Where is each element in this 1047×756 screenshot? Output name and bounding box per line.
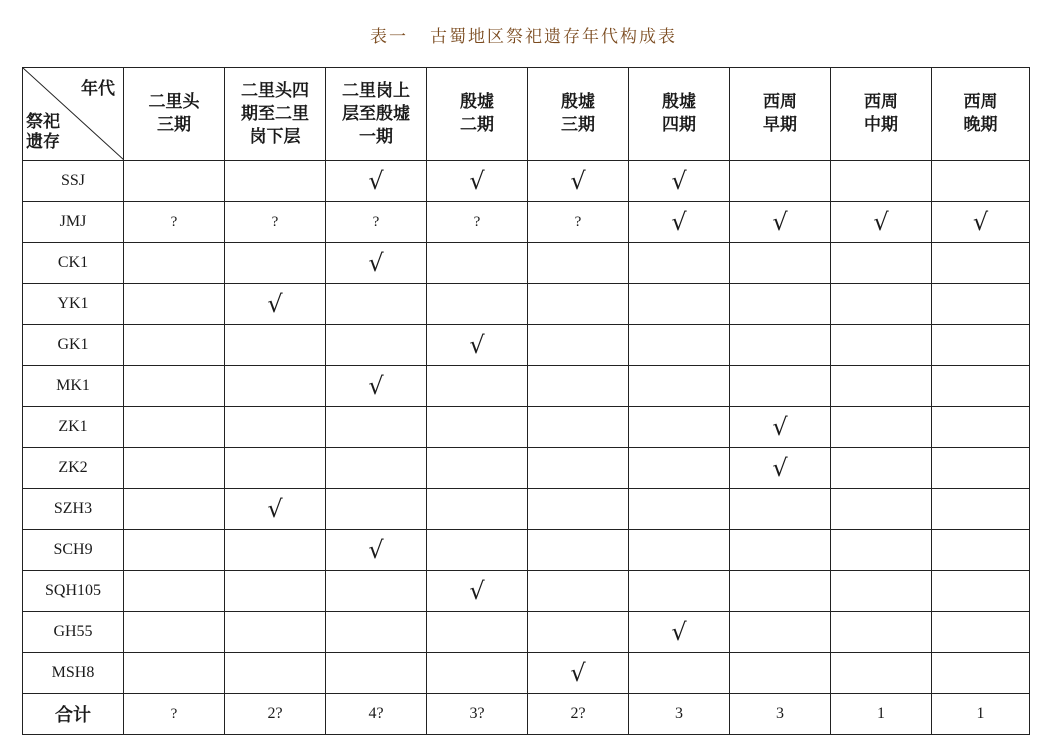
check-mark-cell: √ — [528, 653, 629, 694]
row-label: SZH3 — [23, 489, 124, 530]
table-cell — [427, 366, 528, 407]
column-header-line: 西周 — [963, 92, 998, 112]
column-header-line: 西周 — [864, 92, 898, 112]
table-cell — [225, 653, 326, 694]
table-cell — [831, 407, 932, 448]
table-cell — [629, 571, 730, 612]
table-cell — [326, 284, 427, 325]
column-header-line: 三期 — [157, 115, 191, 135]
check-mark-cell: √ — [831, 202, 932, 243]
table-row — [23, 243, 1030, 284]
table-cell — [831, 489, 932, 530]
table-cell — [629, 653, 730, 694]
table-cell — [528, 489, 629, 530]
table-cell — [629, 448, 730, 489]
table-cell — [831, 530, 932, 571]
table-cell — [528, 612, 629, 653]
total-cell: 4? — [326, 694, 427, 735]
table-row — [23, 448, 1030, 489]
corner-remains-label: 祭祀 遗存 — [26, 112, 60, 152]
corner-header — [23, 68, 124, 161]
column-header — [831, 68, 932, 161]
table-cell — [629, 243, 730, 284]
table-cell — [932, 407, 1030, 448]
column-header — [528, 68, 629, 161]
check-mark-cell: √ — [326, 243, 427, 284]
table-cell — [528, 243, 629, 284]
period-table — [22, 67, 1030, 735]
column-header-line: 晚期 — [963, 115, 998, 135]
table-cell — [124, 448, 225, 489]
check-mark-cell: √ — [629, 161, 730, 202]
table-cell — [629, 530, 730, 571]
table-cell — [427, 284, 528, 325]
table-cell — [932, 284, 1030, 325]
table-cell — [427, 612, 528, 653]
table-cell — [932, 325, 1030, 366]
table-cell — [124, 653, 225, 694]
column-header-line: 殷墟 — [662, 92, 696, 112]
table-row — [23, 366, 1030, 407]
check-mark-cell: √ — [629, 202, 730, 243]
table-number: 表一 — [370, 27, 408, 47]
check-mark-cell: √ — [629, 612, 730, 653]
column-header-line: 期至二里 — [241, 103, 309, 124]
check-mark-cell: √ — [326, 161, 427, 202]
column-header — [427, 68, 528, 161]
table-cell — [326, 653, 427, 694]
table-cell — [124, 325, 225, 366]
total-cell: 2? — [225, 694, 326, 735]
table-cell — [427, 653, 528, 694]
table-row — [23, 161, 1030, 202]
column-header — [730, 68, 831, 161]
check-mark-cell: √ — [427, 161, 528, 202]
column-header-line: 二里头 — [148, 92, 200, 112]
table-cell — [831, 571, 932, 612]
column-header-line: 二期 — [460, 115, 494, 135]
table-cell: ? — [427, 202, 528, 243]
table-cell — [629, 407, 730, 448]
table-cell — [932, 489, 1030, 530]
table-cell — [326, 448, 427, 489]
table-cell — [528, 448, 629, 489]
row-label: ZK2 — [23, 448, 124, 489]
row-label: ZK1 — [23, 407, 124, 448]
table-cell — [932, 612, 1030, 653]
column-header-line: 岗下层 — [249, 126, 301, 147]
table-cell — [730, 612, 831, 653]
column-header — [629, 68, 730, 161]
table-cell — [225, 407, 326, 448]
table-row — [23, 653, 1030, 694]
total-cell: 2? — [528, 694, 629, 735]
total-cell: 3? — [427, 694, 528, 735]
table-row — [23, 284, 1030, 325]
column-header-line: 二里岗上 — [342, 80, 410, 101]
table-cell — [225, 243, 326, 284]
table-cell — [932, 161, 1030, 202]
table-cell — [831, 653, 932, 694]
table-cell — [225, 366, 326, 407]
table-cell — [427, 407, 528, 448]
column-header-line: 一期 — [359, 126, 393, 147]
total-cell: ? — [124, 694, 225, 735]
table-row — [23, 407, 1030, 448]
total-row — [23, 694, 1030, 735]
table-cell — [225, 571, 326, 612]
table-cell — [124, 161, 225, 202]
table-cell — [629, 325, 730, 366]
table-cell — [730, 653, 831, 694]
table-cell — [326, 571, 427, 612]
row-label: MSH8 — [23, 653, 124, 694]
table-cell — [831, 612, 932, 653]
total-cell: 3 — [730, 694, 831, 735]
check-mark-cell: √ — [326, 366, 427, 407]
check-mark-cell: √ — [225, 284, 326, 325]
total-cell: 1 — [831, 694, 932, 735]
table-cell — [528, 571, 629, 612]
table-cell — [528, 530, 629, 571]
table-cell — [831, 243, 932, 284]
row-label: SCH9 — [23, 530, 124, 571]
check-mark-cell: √ — [225, 489, 326, 530]
table-cell: ? — [528, 202, 629, 243]
table-row — [23, 325, 1030, 366]
column-header — [124, 68, 225, 161]
column-header — [225, 68, 326, 161]
row-label: YK1 — [23, 284, 124, 325]
table-cell — [124, 366, 225, 407]
check-mark-cell: √ — [427, 325, 528, 366]
column-header-line: 殷墟 — [561, 92, 595, 112]
table-cell — [932, 530, 1030, 571]
table-cell — [225, 161, 326, 202]
table-cell — [730, 489, 831, 530]
row-label: CK1 — [23, 243, 124, 284]
table-cell — [831, 161, 932, 202]
corner-period-label: 年代 — [81, 79, 115, 99]
table-body — [23, 161, 1030, 735]
table-cell — [124, 612, 225, 653]
table-cell — [528, 366, 629, 407]
table-title — [0, 22, 1047, 47]
table-row — [23, 571, 1030, 612]
table-cell — [932, 243, 1030, 284]
table-cell: ? — [326, 202, 427, 243]
table-cell — [326, 407, 427, 448]
column-header-line: 四期 — [662, 115, 696, 135]
table-cell — [831, 325, 932, 366]
table-cell — [730, 161, 831, 202]
column-header-line: 层至殷墟 — [342, 103, 410, 124]
column-header-line: 三期 — [561, 115, 595, 135]
check-mark-cell: √ — [326, 530, 427, 571]
table-cell — [427, 489, 528, 530]
table-cell — [427, 530, 528, 571]
table-cell — [124, 243, 225, 284]
table-cell — [326, 325, 427, 366]
table-cell — [730, 243, 831, 284]
header-row — [23, 68, 1030, 161]
row-label: MK1 — [23, 366, 124, 407]
table-cell — [932, 366, 1030, 407]
table-cell — [225, 612, 326, 653]
check-mark-cell: √ — [528, 161, 629, 202]
table-cell — [124, 284, 225, 325]
column-header — [326, 68, 427, 161]
table-cell — [730, 284, 831, 325]
table-cell — [831, 366, 932, 407]
table-caption: 古蜀地区祭祀遗存年代构成表 — [430, 27, 677, 47]
table-cell — [629, 366, 730, 407]
row-label: GK1 — [23, 325, 124, 366]
table-cell — [831, 448, 932, 489]
table-cell — [225, 448, 326, 489]
total-cell: 3 — [629, 694, 730, 735]
total-label: 合计 — [23, 694, 124, 735]
table-cell — [730, 530, 831, 571]
table-cell — [124, 571, 225, 612]
table-cell — [730, 366, 831, 407]
table-cell — [730, 325, 831, 366]
check-mark-cell: √ — [427, 571, 528, 612]
table-cell — [124, 489, 225, 530]
table-cell — [932, 571, 1030, 612]
table-cell — [528, 407, 629, 448]
table-cell — [932, 653, 1030, 694]
table-cell — [326, 489, 427, 530]
column-header-line: 中期 — [864, 115, 898, 135]
table-cell — [831, 284, 932, 325]
table-row — [23, 489, 1030, 530]
column-header-line: 西周 — [763, 92, 797, 112]
table-cell — [124, 530, 225, 571]
table-cell — [629, 489, 730, 530]
table-cell — [225, 325, 326, 366]
table-cell — [124, 407, 225, 448]
table-cell — [629, 284, 730, 325]
total-cell: 1 — [932, 694, 1030, 735]
column-header-line: 早期 — [763, 115, 797, 135]
table-row — [23, 530, 1030, 571]
check-mark-cell: √ — [730, 448, 831, 489]
column-header — [932, 68, 1030, 161]
row-label: GH55 — [23, 612, 124, 653]
table-cell — [528, 325, 629, 366]
table-cell — [225, 530, 326, 571]
column-header-line: 殷墟 — [460, 92, 494, 112]
row-label: SSJ — [23, 161, 124, 202]
table-cell — [326, 612, 427, 653]
table-cell — [427, 448, 528, 489]
row-label: JMJ — [23, 202, 124, 243]
check-mark-cell: √ — [730, 202, 831, 243]
table-cell — [528, 284, 629, 325]
table-cell: ? — [225, 202, 326, 243]
table-cell — [730, 571, 831, 612]
table-cell — [932, 448, 1030, 489]
table-row — [23, 202, 1030, 243]
column-header-line: 二里头四 — [241, 80, 309, 101]
check-mark-cell: √ — [730, 407, 831, 448]
table-cell — [427, 243, 528, 284]
table-cell: ? — [124, 202, 225, 243]
row-label: SQH105 — [23, 571, 124, 612]
check-mark-cell: √ — [932, 202, 1030, 243]
table-row — [23, 612, 1030, 653]
